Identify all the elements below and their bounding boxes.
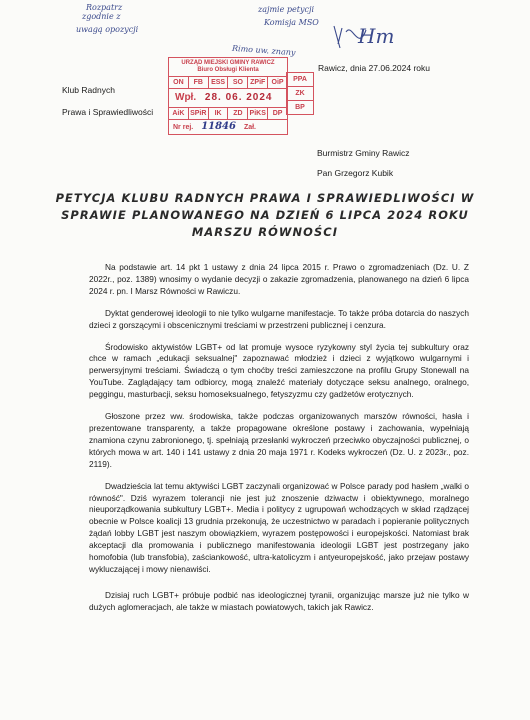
handwritten-note-left [76,3,139,34]
stamp-cell: ON [169,77,189,88]
stamp-cell: PiKS [248,108,268,119]
stamp-registry-row [169,120,287,134]
sender-line-2: Prawa i Sprawiedliwości [62,107,154,117]
stamp-side-cell: PPA [287,73,313,87]
stamp-side-boxes [286,72,314,115]
stamp-cell: OiP [271,79,284,86]
paragraph: Głoszone przez ww. środowiska, także podczas organizowanych marszów równości, hasła i prezentowane transparenty, a także propagowane określone postawy i zachowania, wypełniają znamiona czynu zabronionego, tj. spełniają przesłanki wykroczeń przeciwko obyczajności publicznej, o których mowa w art. 140 i 141 ustawy z dnia 20 maja 1971 r. Kodeks wykroczeń (Dz. U. z 2023r., poz. 2119). [89,411,469,469]
stamp-header-line: Biuro Obsługi Klienta [197,67,259,73]
recipient-line-1: Burmistrz Gminy Rawicz [317,148,410,158]
handwritten-note-stamp: Rimo uw. znany [231,43,296,58]
stamp-date-value: 28. 06. 2024 [204,92,273,103]
stamp-date-prefix: Wpł. [175,92,197,103]
sender-line-1: Klub Radnych [62,85,115,95]
registry-stamp [168,57,288,135]
stamp-row-departments [169,77,287,89]
stamp-header [169,58,287,77]
recipient-line-2: Pan Grzegorz Kubik [317,168,394,178]
stamp-zal-label: Zał. [243,124,256,131]
paragraph: Dyktat genderowej ideologii to nie tylko wulgarne manifestacje. To także próba dotarcia do naszych dzieci z gorszącymi i obscenicznymi treściami w przestrzeni publicznej i cenzura. [89,307,469,330]
paragraph: Dwadzieścia lat temu aktywiści LGBT zaczynali organizować w Polsce parady pod hasłem „walki o równość". Dziś wyrazem tolerancji nie jest już znoszenie dziwactw i obiektywnego, moralnego nieuporządkowania subkultury LGBT+. Media i politycy z ugrupowań wchodzących w skład rządzącej obecnie w Polsce koalicji 13 grudnia przekonują, że uczestnictwo w paradach i popieranie politycznych żądań lobby LGBT jest naszym obowiązkiem, wyrazem postępowości i europejskości. Natomiast brak akceptacji dla promowania i publicznego manifestowania ideologii LGBT jest postrzegany jako homofobia (lub transfobia), zaściankowość, ultra-katolicyzm i antyeuropejskość, jako przejaw postawy wykluczającej i mowy nienawiści. [89,480,469,574]
stamp-nr-value: 11846 [201,121,236,132]
handwritten-line: uwagą opozycji [76,25,139,34]
stamp-row-departments-2 [169,108,287,120]
stamp-cell: IK [209,108,229,119]
handwritten-note-right [258,3,319,29]
stamp-side-cell: BP [295,104,305,111]
paragraph: Dzisiaj ruch LGBT+ próbuje podbić nas ideologicznej tyranii, organizując marsze już nie tylko w dużych aglomeracjach, ale także w miastach powiatowych, takich jak Rawicz. [89,589,469,612]
stamp-cell: SPiR [189,108,209,119]
handwritten-line: Komisja MSO [264,18,319,27]
stamp-side-cell: ZK [287,87,313,101]
stamp-cell: ZPiF [248,77,268,88]
stamp-cell: DP [272,110,283,117]
stamp-cell: AiK [169,108,189,119]
signature-scribble [330,22,370,52]
stamp-date-row [169,89,287,108]
paragraph: Środowisko aktywistów LGBT+ od lat promuje wysoce ryzykowny styl życia tej subkultury oraz chce w ramach „edukacji seksualnej" zapoznawać młodzież i dzieci z wyjątkowo wulgarnymi i perwersyjnymi treściami. Świadczą o tym choćby treści zamieszczone na profilu Grupy Stonewall na YouTube. Zaglądający tam odbiorcy, mogą znaleźć materiały dotyczące seksu analnego, oralnego, peggingu, masturbacji, seksu homoseksualnego, fetyszyzmu czy gadżetów erotycznych. [89,341,469,400]
document-body [89,262,469,624]
stamp-nr-label: Nr rej. [173,124,194,131]
handwritten-line: zajmie petycji [258,5,314,14]
stamp-cell: ESS [209,77,229,88]
stamp-header-line: URZĄD MIEJSKI GMINY RAWICZ [181,60,275,66]
paragraph: Na podstawie art. 14 pkt 1 ustawy z dnia 24 lipca 2015 r. Prawo o zgromadzeniach (Dz. U. Z 2022r., poz. 1389) wnosimy o wydanie decyzji o zakazie zgromadzenia, planowanego na dzień 6 lipca 2024 r. pn. I Marsz Równości w Rawiczu. [89,262,469,296]
stamp-cell: ZD [228,108,248,119]
signature: Hm [358,24,395,48]
handwritten-line: Rozpatrz [86,3,123,12]
stamp-cell: SO [228,77,248,88]
handwritten-line: zgodnie z [82,12,121,21]
place-date: Rawicz, dnia 27.06.2024 roku [318,63,430,73]
stamp-cell: FB [189,77,209,88]
document-title: PETYCJA KLUBU RADNYCH PRAWA I SPRAWIEDLIWOŚCI W SPRAWIE PLANOWANEGO NA DZIEŃ 6 LIPCA 2024 ROKU MARSZU RÓWNOŚCI [55,191,475,239]
